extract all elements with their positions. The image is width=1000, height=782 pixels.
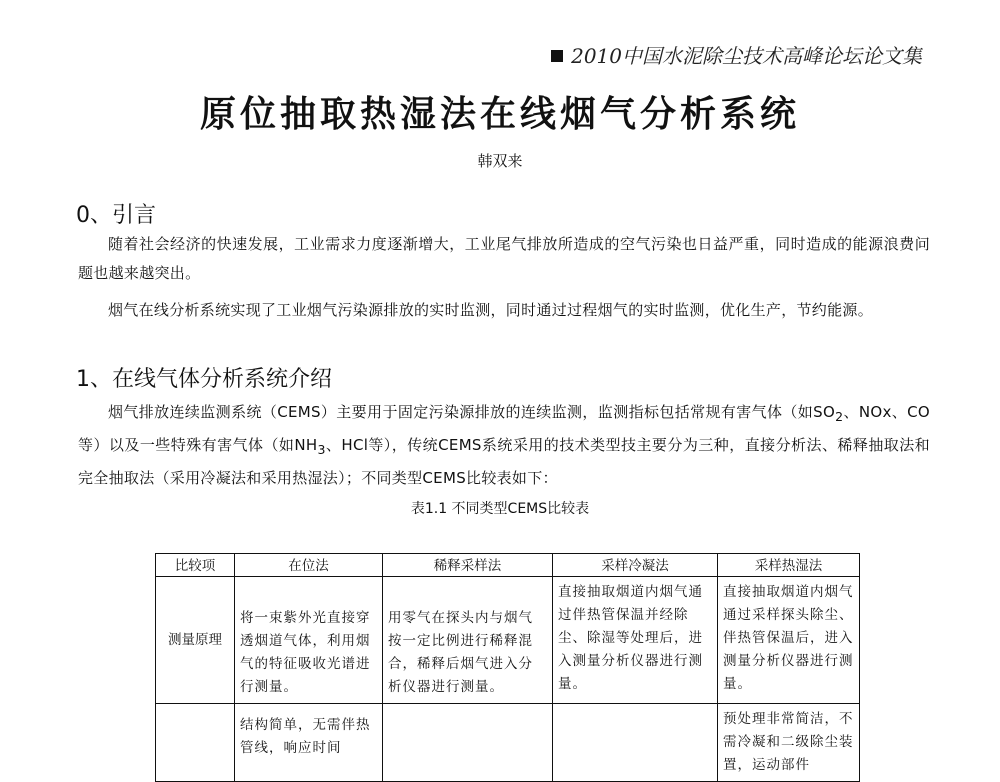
section-heading-intro: 0、引言 [76,203,156,228]
table-row [156,704,860,782]
table-cell: 直接抽取烟道内烟气通过伴热管保温并经除尘、除湿等处理后，进入测量分析仪器进行测量。 [553,577,718,704]
author: 韩双来 [477,152,523,170]
column-header: 比较项 [156,554,235,577]
system-text-part3: 、HCl等），传统CEMS系统采用的技术类型技主要分为三种，直接分析法、稀释抽取法和完全抽取法（采用冷凝法和采用热湿法）；不同类型CEMS比较表如下： [78,436,930,487]
column-header: 采样冷凝法 [553,554,718,577]
system-text-part1: 烟气排放连续监测系统（CEMS）主要用于固定污染源排放的连续监测，监测指标包括常规有害气体（如SO [108,403,836,421]
column-header: 稀释采样法 [383,554,553,577]
table-row [156,577,860,704]
paper-title: 原位抽取热湿法在线烟气分析系统 [199,94,800,135]
square-bullet-icon [551,50,563,62]
running-head-text: 2010中国水泥除尘技术高峰论坛论文集 [571,44,922,68]
column-header: 采样热湿法 [718,554,860,577]
running-head [551,40,922,69]
table-cell [383,704,553,782]
table-cell: 结构简单，无需伴热管线，响应时间 [235,704,383,782]
table-cell: 预处理非常简洁，不需冷凝和二级除尘装置，运动部件 [718,704,860,782]
system-paragraph [78,398,930,493]
table-cell: 将一束紫外光直接穿透烟道气体，利用烟气的特征吸收光谱进行测量。 [235,577,383,704]
section-heading-system: 1、在线气体分析系统介绍 [76,367,332,392]
system-text-part2: 、NOx、CO等）以及一些特殊有害气体（如NH [78,403,930,454]
table-header-row [156,554,860,577]
column-header: 在位法 [235,554,383,577]
table-cell: 直接抽取烟道内烟气通过采样探头除尘、伴热管保温后，进入测量分析仪器进行测量。 [718,577,860,704]
table-cell: 用零气在探头内与烟气按一定比例进行稀释混合，稀释后烟气进入分析仪器进行测量。 [383,577,553,704]
row-label: 测量原理 [156,577,235,704]
table-caption: 表1.1 不同类型CEMS比较表 [410,501,590,517]
row-label [156,704,235,782]
table-cell [553,704,718,782]
intro-paragraph-1: 随着社会经济的快速发展，工业需求力度逐渐增大，工业尾气排放所造成的空气污染也日益严重，同时造成的能源浪费问题也越来越突出。 [78,235,930,282]
so2-subscript: 2 [835,409,844,424]
nh3-subscript: 3 [317,442,326,457]
cems-comparison-table [155,553,860,782]
intro-paragraph-2: 烟气在线分析系统实现了工业烟气污染源排放的实时监测，同时通过过程烟气的实时监测，优化生产，节约能源。 [108,301,874,319]
